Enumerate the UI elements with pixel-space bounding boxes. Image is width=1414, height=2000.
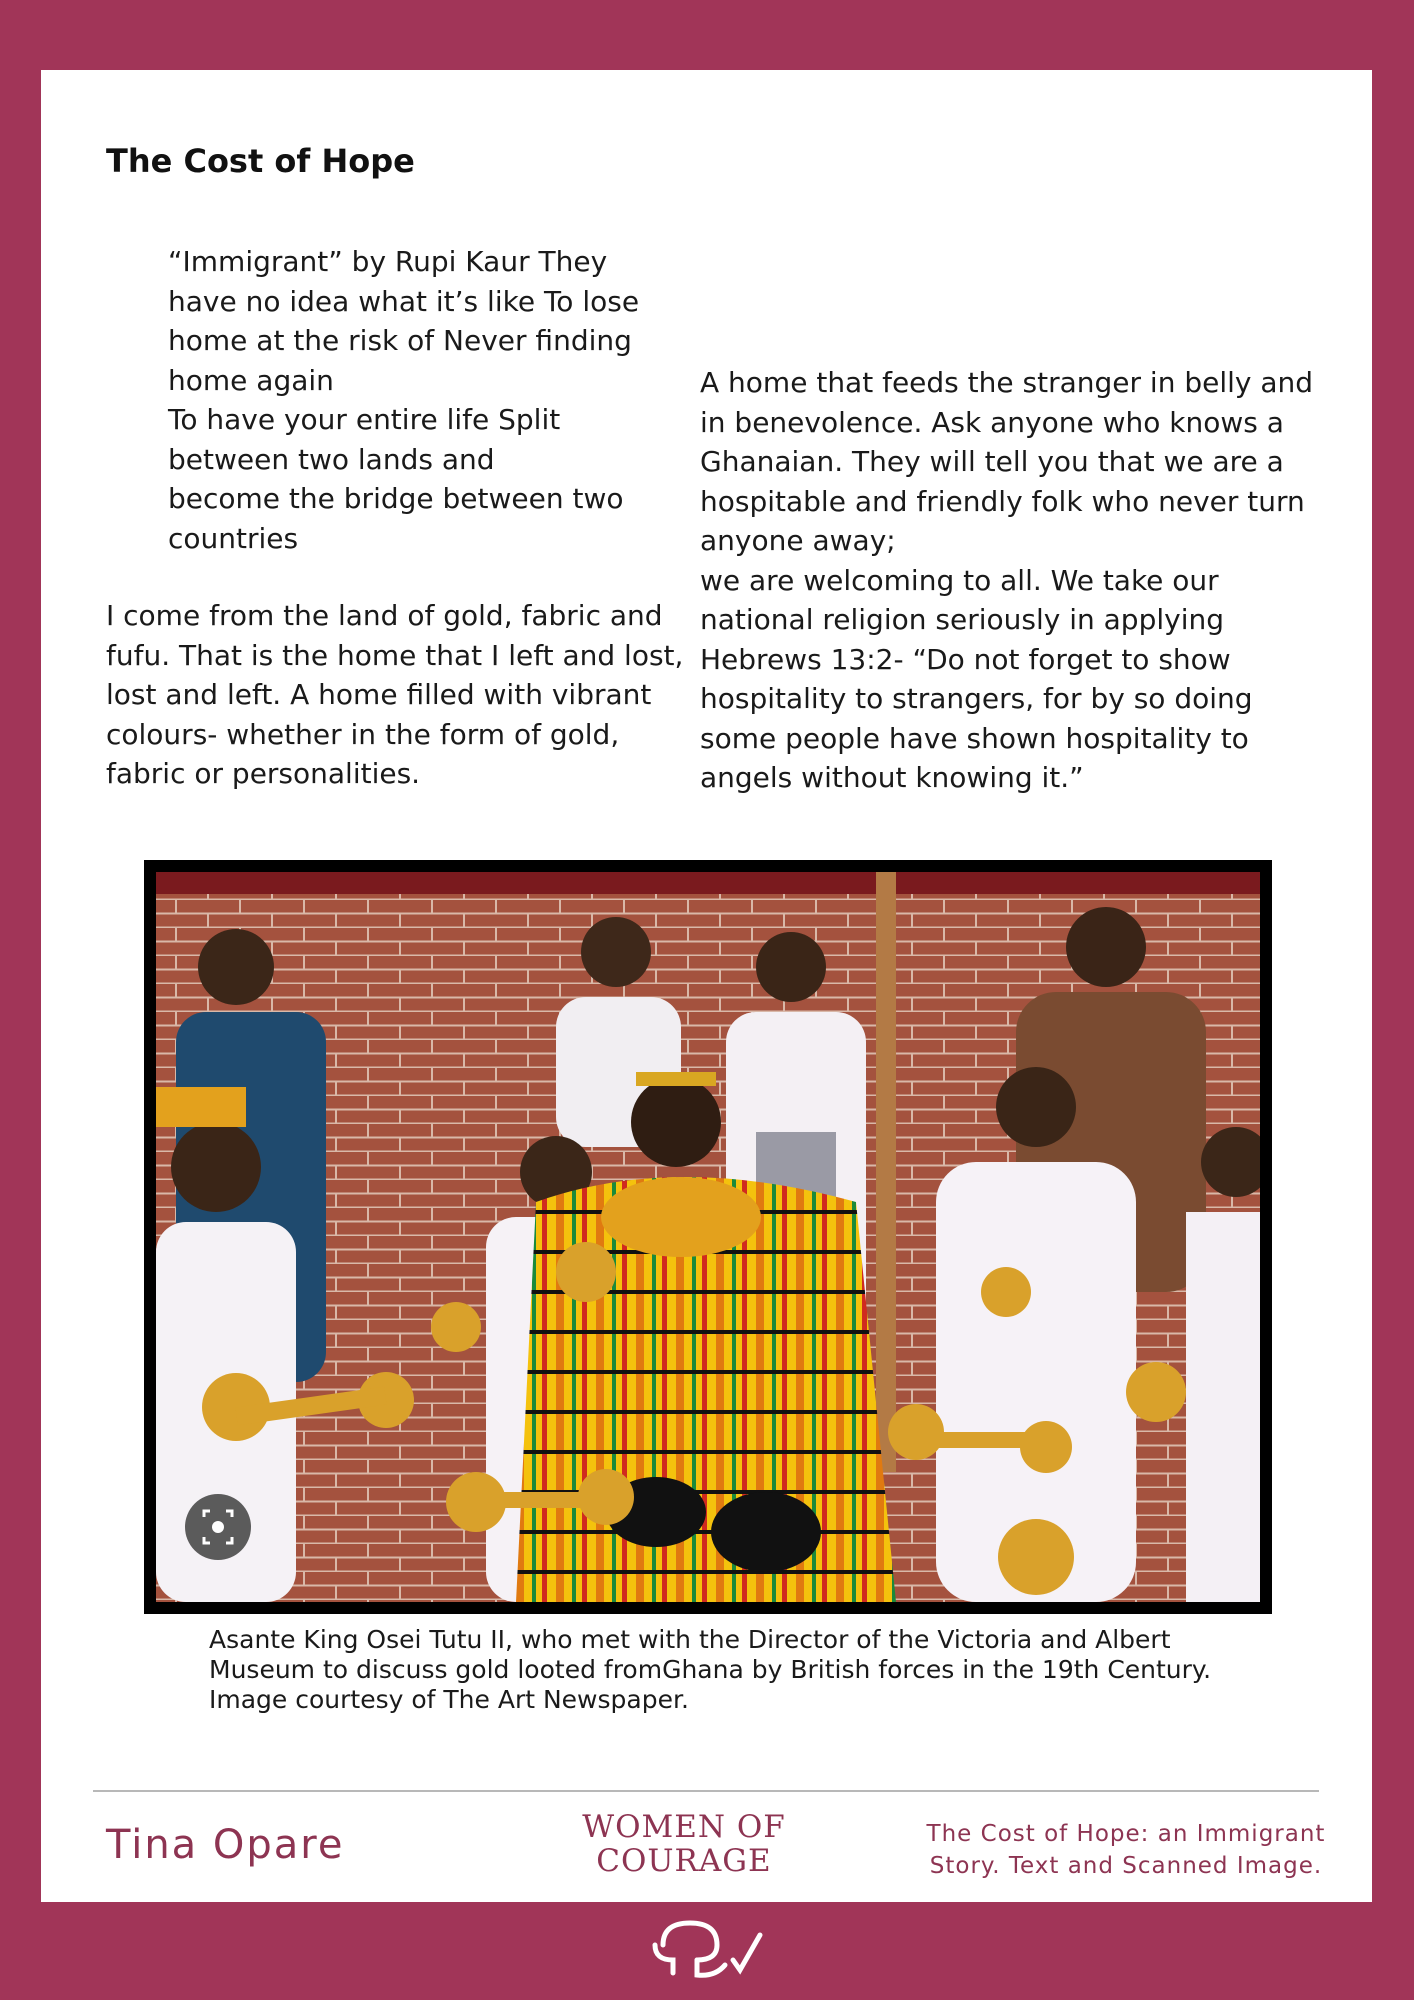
paragraph-line: I come from the land of gold, fabric and	[106, 599, 663, 632]
subtitle-line: The Cost of Hope: an Immigrant	[926, 1821, 1326, 1847]
paragraph-line: fabric or personalities.	[106, 757, 421, 790]
right-column-paragraph	[700, 363, 1340, 798]
caption-line: Asante King Osei Tutu II, who met with the Director of the Victoria and Albert	[209, 1625, 1171, 1654]
brand-wordmark	[559, 1810, 809, 1878]
author-name: Tina Opare	[106, 1822, 345, 1868]
poem-line: become the bridge between two	[168, 482, 624, 515]
poem-line: “Immigrant” by Rupi Kaur They	[168, 245, 608, 278]
left-column-paragraph	[106, 596, 686, 794]
lens-scan-icon[interactable]	[185, 1494, 251, 1560]
poem-line: have no idea what it’s like To lose	[168, 284, 640, 318]
poem-quote	[168, 242, 640, 558]
paragraph-line: anyone away;	[700, 524, 896, 557]
paragraph-line: Hebrews 13:2- “Do not forget to show	[700, 642, 1231, 676]
publisher-logo-icon	[645, 1915, 770, 1985]
poem-line: countries	[168, 521, 299, 555]
asante-king-photo	[156, 872, 1260, 1602]
paragraph-line: A home that feeds the stranger in belly and	[700, 366, 1314, 399]
caption-line: Museum to discuss gold looted fromGhana by British forces in the 19th Century.	[209, 1655, 1212, 1684]
brand-line: WOMEN OF	[582, 1809, 786, 1845]
poem-line: between two lands and	[168, 442, 495, 476]
article-title: The Cost of Hope	[106, 142, 415, 180]
paragraph-line: we are welcoming to all. We take our	[700, 563, 1219, 597]
caption-line: Image courtesy of The Art Newspaper.	[209, 1685, 689, 1714]
paragraph-line: some people have shown hospitality to	[700, 721, 1249, 755]
poem-line: home at the risk of Never finding	[168, 324, 632, 357]
document-page	[41, 70, 1372, 1902]
footer-subtitle	[921, 1818, 1331, 1882]
paragraph-line: in benevolence. Ask anyone who knows a	[700, 405, 1284, 439]
paragraph-line: colours- whether in the form of gold,	[106, 717, 620, 751]
poem-line: To have your entire life Split	[168, 403, 561, 436]
paragraph-line: hospitable and friendly folk who never turn	[700, 484, 1305, 518]
paragraph-line: hospitality to strangers, for by so doing	[700, 682, 1253, 715]
photo-caption	[209, 1625, 1259, 1715]
footer-divider	[93, 1790, 1319, 1792]
paragraph-line: national religion seriously in applying	[700, 603, 1224, 636]
brand-line: COURAGE	[596, 1843, 772, 1879]
subtitle-line: Story. Text and Scanned Image.	[929, 1853, 1323, 1879]
photo-frame	[144, 860, 1272, 1614]
poem-line: home again	[168, 363, 334, 397]
paragraph-line: angels without knowing it.”	[700, 761, 1084, 794]
paragraph-line: lost and left. A home filled with vibrant	[106, 678, 652, 711]
paragraph-line: Ghanaian. They will tell you that we are a	[700, 445, 1284, 478]
paragraph-line: fufu. That is the home that I left and lost,	[106, 638, 684, 672]
